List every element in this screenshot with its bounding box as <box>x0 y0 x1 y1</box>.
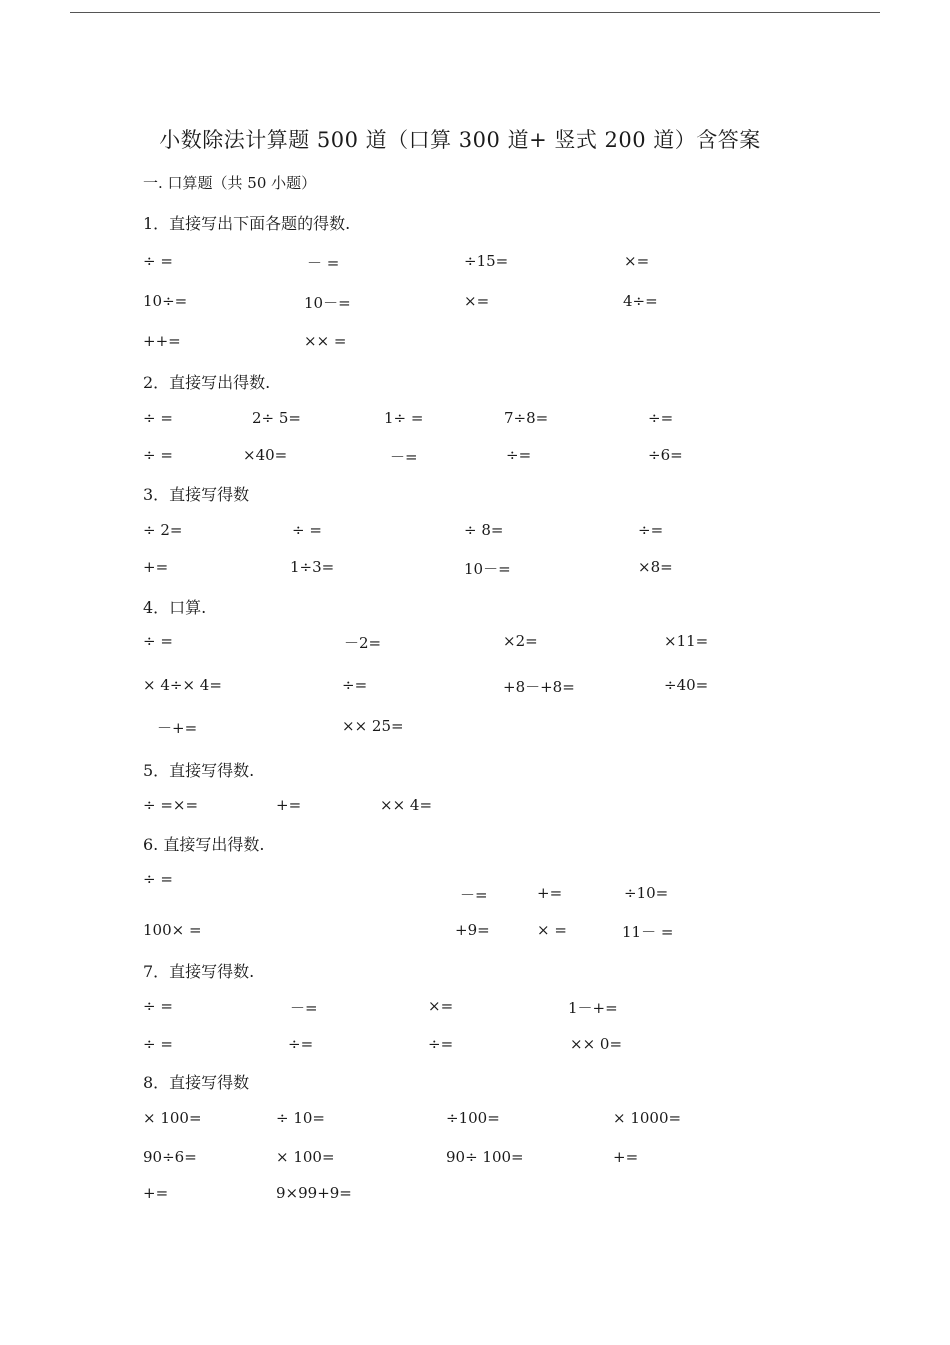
header-rule <box>70 12 880 13</box>
problem: ÷6= <box>648 446 683 464</box>
problem: × 4÷× 4= <box>143 676 222 694</box>
problem: ÷10= <box>624 884 669 902</box>
problem: ÷= <box>506 446 532 464</box>
problem: ÷= <box>638 521 664 539</box>
question-8-label: 8．直接写得数 <box>143 1073 250 1092</box>
question-3-label: 3．直接写得数 <box>143 485 250 504</box>
question-6-label: 6. 直接写出得数. <box>143 835 265 854</box>
problem: 90÷ 100= <box>446 1148 524 1166</box>
question-2-label: 2．直接写出得数. <box>143 373 271 392</box>
problem: 100× = <box>143 921 202 939</box>
problem: －= <box>460 886 488 904</box>
problem: × 1000= <box>613 1109 682 1127</box>
problem: ×× 25= <box>342 717 404 735</box>
problem: 1－+= <box>568 999 618 1017</box>
problem: 4÷= <box>623 292 658 310</box>
problem: －+= <box>157 719 198 737</box>
problem: 90÷6= <box>143 1148 197 1166</box>
problem: 11－ = <box>622 923 674 941</box>
problem: 10÷= <box>143 292 188 310</box>
problem: －= <box>290 999 318 1017</box>
section-heading: 一. 口算题（共 50 小题） <box>143 174 317 192</box>
problem: － = <box>307 254 340 272</box>
problem: 7÷8= <box>504 409 549 427</box>
problem: 10－= <box>464 560 511 578</box>
problem: 1÷3= <box>290 558 335 576</box>
problem: ×= <box>464 292 490 310</box>
problem: ÷100= <box>446 1109 500 1127</box>
problem: × = <box>537 921 567 939</box>
problem: += <box>537 884 563 902</box>
problem: ×= <box>428 997 454 1015</box>
page-title: 小数除法计算题 500 道（口算 300 道+ 竖式 200 道）含答案 <box>159 128 761 152</box>
problem: ÷= <box>648 409 674 427</box>
problem: －= <box>390 448 418 466</box>
problem: +8－+8= <box>503 678 575 696</box>
problem: ÷ = <box>143 409 173 427</box>
problem: += <box>143 1184 169 1202</box>
question-1-label: 1．直接写出下面各题的得数. <box>143 214 351 233</box>
problem: +9= <box>455 921 490 939</box>
question-5-label: 5．直接写得数. <box>143 761 255 780</box>
problem: ÷ =×= <box>143 796 199 814</box>
problem: －2= <box>344 634 382 652</box>
problem: ÷40= <box>664 676 709 694</box>
problem: ÷= <box>342 676 368 694</box>
problem: ÷= <box>428 1035 454 1053</box>
problem: ×× = <box>304 332 347 350</box>
problem: ×40= <box>243 446 288 464</box>
problem: ×× 4= <box>380 796 433 814</box>
problem: += <box>276 796 302 814</box>
question-7-label: 7．直接写得数. <box>143 962 255 981</box>
problem: 10－= <box>304 294 351 312</box>
problem: ×= <box>624 252 650 270</box>
problem: ÷ 10= <box>276 1109 325 1127</box>
problem: × 100= <box>276 1148 335 1166</box>
problem: ÷15= <box>464 252 509 270</box>
problem: += <box>613 1148 639 1166</box>
question-4-label: 4．口算. <box>143 598 207 617</box>
problem: ÷ = <box>143 870 173 888</box>
problem: ×11= <box>664 632 709 650</box>
problem: ++= <box>143 332 181 350</box>
problem: ÷ 2= <box>143 521 183 539</box>
problem: ÷ = <box>143 252 173 270</box>
problem: 1÷ = <box>384 409 424 427</box>
problem: 9×99+9= <box>276 1184 352 1202</box>
problem: ÷ = <box>143 1035 173 1053</box>
problem: ×8= <box>638 558 673 576</box>
problem: += <box>143 558 169 576</box>
problem: 2÷ 5= <box>252 409 301 427</box>
problem: ÷ = <box>143 632 173 650</box>
problem: ÷ = <box>143 446 173 464</box>
problem: ×× 0= <box>570 1035 623 1053</box>
problem: ÷ = <box>292 521 322 539</box>
problem: ÷ 8= <box>464 521 504 539</box>
problem: ÷= <box>288 1035 314 1053</box>
problem: ×2= <box>503 632 538 650</box>
problem: × 100= <box>143 1109 202 1127</box>
problem: ÷ = <box>143 997 173 1015</box>
